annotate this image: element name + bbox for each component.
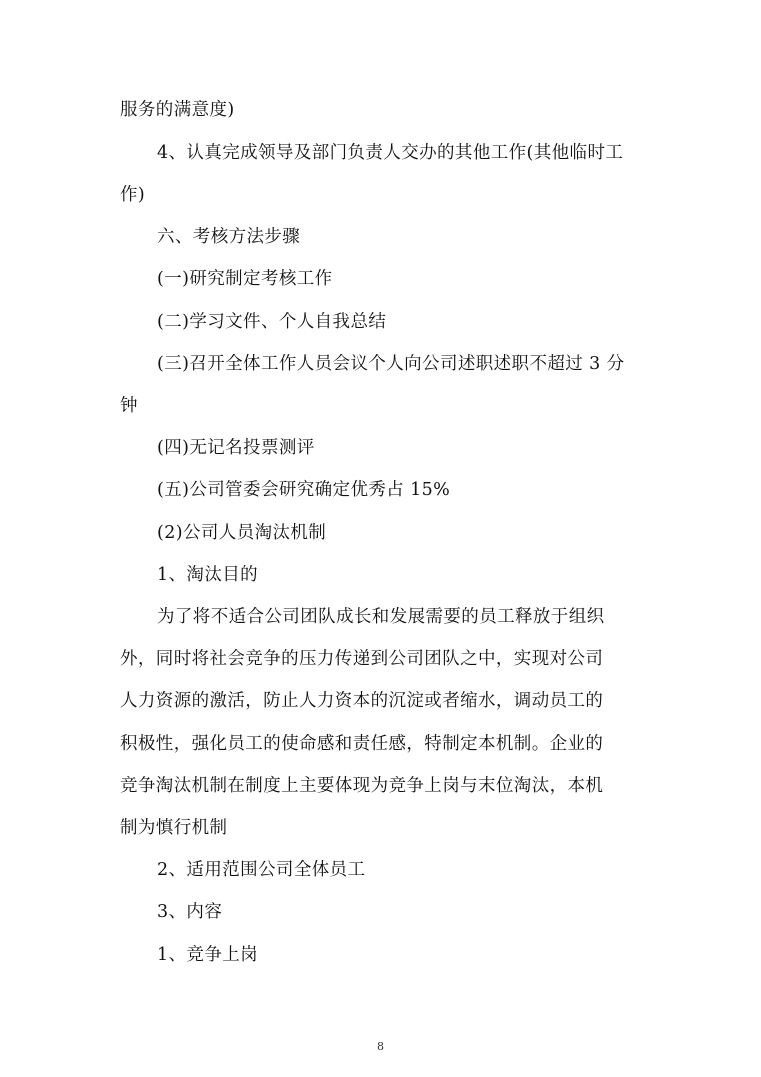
section-heading: 六、考核方法步骤 bbox=[157, 227, 301, 247]
text-line: 1、竞争上岗 bbox=[157, 945, 259, 965]
text-line: (一)研究制定考核工作 bbox=[157, 269, 333, 289]
text-line: 2、适用范围公司全体员工 bbox=[157, 860, 366, 880]
text-line: 外，同时将社会竞争的压力传递到公司团队之中，实现对公司 bbox=[120, 649, 604, 669]
text-line: 服务的满意度) bbox=[120, 100, 235, 120]
text-line: (五)公司管委会研究确定优秀占 15% bbox=[157, 480, 451, 500]
text-line: 1、淘汰目的 bbox=[157, 565, 259, 585]
text-line: 为了将不适合公司团队成长和发展需要的员工释放于组织 bbox=[157, 607, 605, 627]
text-line: 4、认真完成领导及部门负责人交办的其他工作(其他临时工 bbox=[157, 143, 624, 163]
page-number: 8 bbox=[377, 1040, 384, 1053]
text-line: (二)学习文件、个人自我总结 bbox=[157, 312, 387, 332]
text-line: 积极性，强化员工的使命感和责任感，特制定本机制。企业的 bbox=[120, 734, 604, 754]
text-line: 3、内容 bbox=[157, 902, 223, 922]
section-heading: (2)公司人员淘汰机制 bbox=[157, 523, 327, 543]
text-line: 钟 bbox=[120, 396, 138, 416]
text-line: 制为慎行机制 bbox=[120, 818, 228, 838]
text-line: 人力资源的激活，防止人力资本的沉淀或者缩水，调动员工的 bbox=[120, 691, 604, 711]
text-line: 竞争淘汰机制在制度上主要体现为竞争上岗与末位淘汰，本机 bbox=[120, 776, 604, 796]
text-line: 作) bbox=[120, 185, 146, 205]
text-line: (三)召开全体工作人员会议个人向公司述职述职不超过 3 分 bbox=[157, 354, 625, 374]
text-line: (四)无记名投票测评 bbox=[157, 438, 315, 458]
